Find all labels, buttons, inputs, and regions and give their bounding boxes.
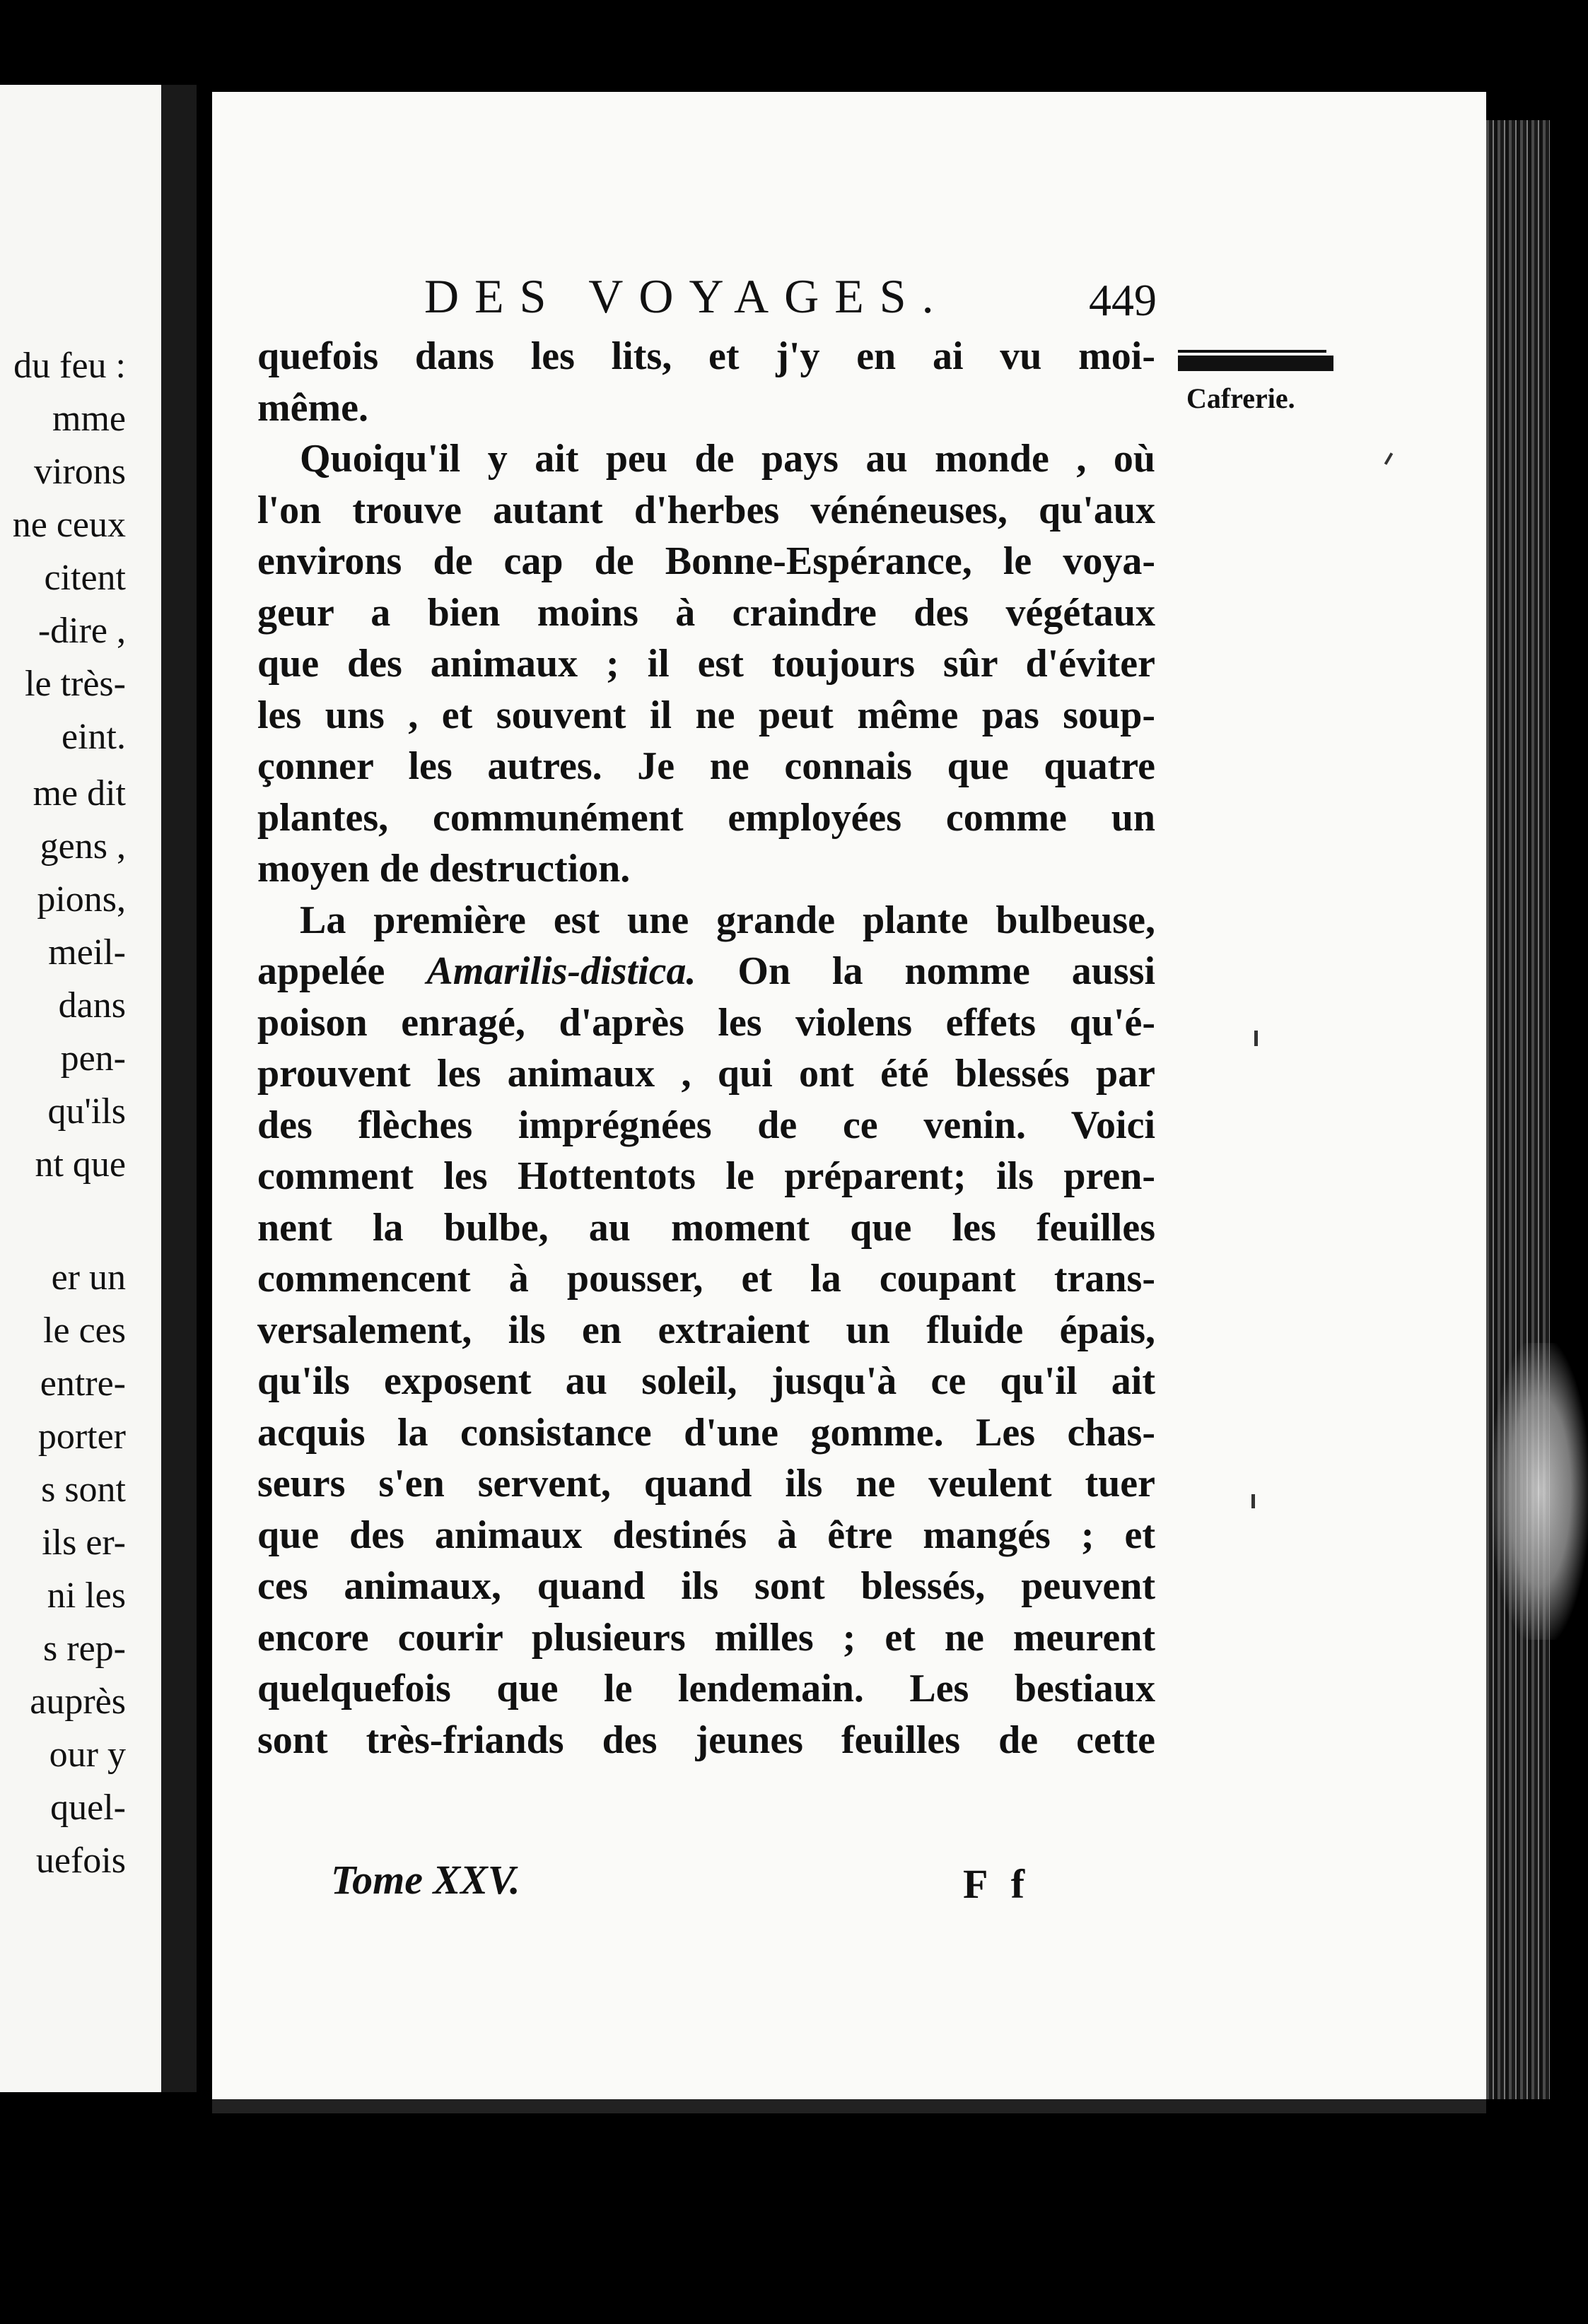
previous-page-line: meil- (48, 932, 126, 973)
previous-page-line: nt que (35, 1144, 126, 1185)
previous-page-line: porter (37, 1416, 126, 1457)
text-line: quefois dans les lits, et j'y en ai vu moi- (257, 334, 1155, 378)
previous-page-line: qu'ils (47, 1091, 126, 1132)
signature-mark: F f (963, 1861, 1032, 1907)
previous-page-line: mme (52, 399, 126, 439)
text-line: poison enragé, d'après les violens effets qu'é- (257, 1000, 1155, 1045)
margin-speck (1254, 1031, 1258, 1046)
text-line: que des animaux destinés à être mangés ; et (257, 1513, 1155, 1557)
running-head: DES VOYAGES. (424, 269, 950, 323)
previous-page-line: gens , (40, 826, 126, 867)
previous-page-line: le très- (25, 664, 126, 704)
margin-rule (1178, 350, 1326, 353)
text-span: appelée (257, 949, 385, 993)
text-line: quelquefois que le lendemain. Les bestiaux (257, 1667, 1155, 1710)
previous-page-line: virons (34, 452, 126, 492)
text-line: seurs s'en servent, quand ils ne veulent tuer (257, 1462, 1155, 1506)
previous-page-line: dans (58, 985, 126, 1026)
previous-page-line: ne ceux (12, 505, 126, 545)
edge-stain (1492, 1343, 1588, 1640)
text-line: comment les Hottentots le préparent; ils pren- (257, 1154, 1155, 1198)
text-line: nent la bulbe, au moment que les feuilles (257, 1205, 1155, 1250)
text-line: prouvent les animaux , qui ont été blessés par (257, 1052, 1155, 1096)
body-text (257, 331, 1155, 1766)
text-line: versalement, ils en extraient un fluide épais, (257, 1308, 1155, 1352)
previous-page-line: du feu : (13, 346, 126, 386)
previous-page-line: ils er- (42, 1522, 126, 1563)
margin-speck (1251, 1494, 1255, 1508)
species-name: Amarilis-distica. (426, 949, 696, 993)
previous-page-line: eint. (62, 717, 126, 757)
previous-page-text (0, 85, 161, 2092)
previous-page-line: -dire , (37, 611, 126, 651)
text-line: plantes, communément employées comme un (257, 795, 1155, 840)
text-line: moyen de destruction. (257, 847, 631, 891)
previous-page-line: pions, (37, 879, 126, 920)
previous-page-line: uefois (35, 1841, 126, 1881)
text-line: environs de cap de Bonne-Espérance, le voya- (257, 539, 1155, 583)
page-number: 449 (1089, 275, 1157, 325)
text-line: les uns , et souvent il ne peut même pas soup- (257, 693, 1155, 737)
previous-page-line: quel- (50, 1788, 126, 1828)
text-line: qu'ils exposent au soleil, jusqu'à ce qu'il ait (257, 1359, 1155, 1403)
margin-note: Cafrerie. (1186, 382, 1295, 414)
volume-mark: Tome XXV. (331, 1857, 520, 1903)
text-line: sont très-friands des jeunes feuilles de cette (257, 1718, 1155, 1762)
previous-page-line: entre- (40, 1363, 126, 1404)
text-span: On la nomme aussi (737, 949, 1156, 993)
text-line: çonner les autres. Je ne connais que quatre (257, 744, 1155, 788)
previous-page-line: ni les (47, 1575, 126, 1616)
previous-page-line: our y (49, 1735, 126, 1775)
text-line: La première est une grande plante bulbeuse, (300, 898, 1155, 942)
previous-page-line: me dit (33, 773, 126, 814)
previous-page-line: le ces (43, 1310, 126, 1351)
previous-page-line: s sont (41, 1469, 126, 1510)
text-line: des flèches imprégnées de ce venin. Voici (257, 1103, 1155, 1147)
text-line: Quoiqu'il y ait peu de pays au monde , où (300, 437, 1155, 481)
text-line: geur a bien moins à craindre des végétaux (257, 590, 1155, 635)
page-edges (1486, 120, 1550, 2099)
text-line: acquis la consistance d'une gomme. Les chas- (257, 1410, 1155, 1455)
text-line: ces animaux, quand ils sont blessés, peuvent (257, 1564, 1155, 1608)
previous-page-line: pen- (60, 1038, 126, 1079)
previous-page-line: citent (44, 558, 126, 598)
previous-page-line: auprès (30, 1682, 126, 1722)
margin-rule-thick (1178, 356, 1333, 371)
text-line: même. (257, 385, 369, 430)
text-line: encore courir plusieurs milles ; et ne meurent (257, 1615, 1155, 1660)
previous-page (0, 85, 161, 2092)
text-line: que des animaux ; il est toujours sûr d'éviter (257, 642, 1155, 686)
text-line (257, 946, 1155, 997)
page-shadow (212, 2099, 1486, 2113)
gutter (161, 85, 197, 2092)
text-line: l'on trouve autant d'herbes vénéneuses, qu'aux (257, 488, 1155, 532)
previous-page-line: er un (51, 1257, 126, 1298)
previous-page-line: s rep- (43, 1628, 126, 1669)
text-line: commencent à pousser, et la coupant trans- (257, 1257, 1155, 1301)
